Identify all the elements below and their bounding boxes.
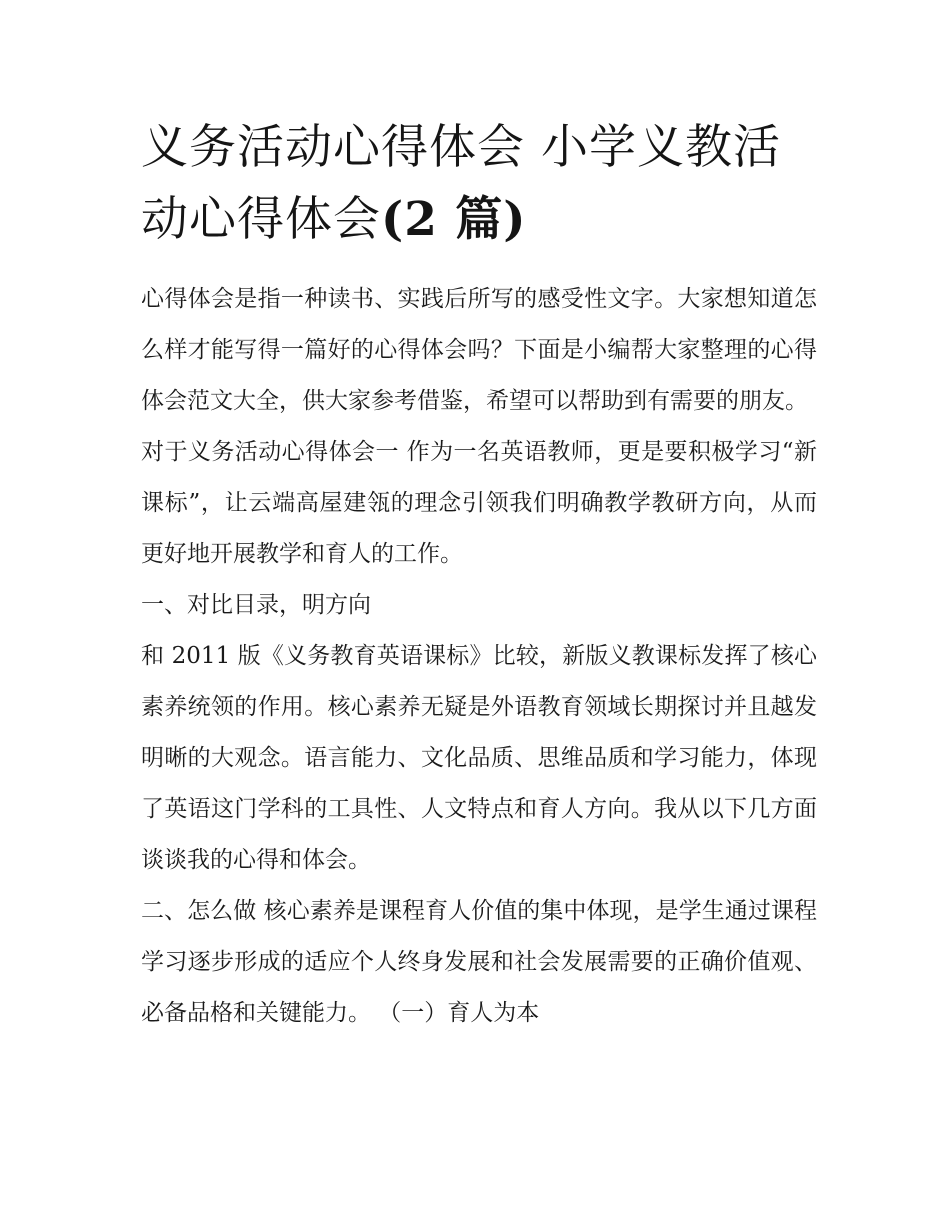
document-title (141, 112, 821, 256)
title-count-text: (2 篇) (381, 192, 527, 247)
document-body (141, 274, 817, 1039)
title-main-text: 义务活动心得体会 小学义教活动心得体会 (141, 120, 781, 247)
section-two-paragraph: 二、怎么做 核心素养是课程育人价值的集中体现，是学生通过课程学习逐步形成的适应个人终身发展和社会发展需要的正确价值观、必备品格和关键能力。 （一）育人为本 (141, 898, 817, 1026)
intro-paragraph: 心得体会是指一种读书、实践后所写的感受性文字。大家想知道怎么样才能写得一篇好的心得体会吗？下面是小编帮大家整理的心得体会范文大全，供大家参考借鉴，希望可以帮助到有需要的朋友。 (141, 286, 817, 414)
section-heading-one: 一、对比目录，明方向 (141, 592, 371, 618)
essay-one-opening-paragraph: 对于义务活动心得体会一 作为一名英语教师，更是要积极学习“新课标”，让云端高屋建瓴的理念引领我们明确教学教研方向，从而更好地开展教学和育人的工作。 (141, 439, 817, 567)
comparison-paragraph: 和 2011 版《义务教育英语课标》比较，新版义教课标发挥了核心素养统领的作用。核心素养无疑是外语教育领域长期探讨并且越发明晰的大观念。语言能力、文化品质、思维品质和学习能力，体现了英语这门学科的工具性、人文特点和育人方向。我从以下几方面谈谈我的心得和体会。 (141, 643, 817, 873)
